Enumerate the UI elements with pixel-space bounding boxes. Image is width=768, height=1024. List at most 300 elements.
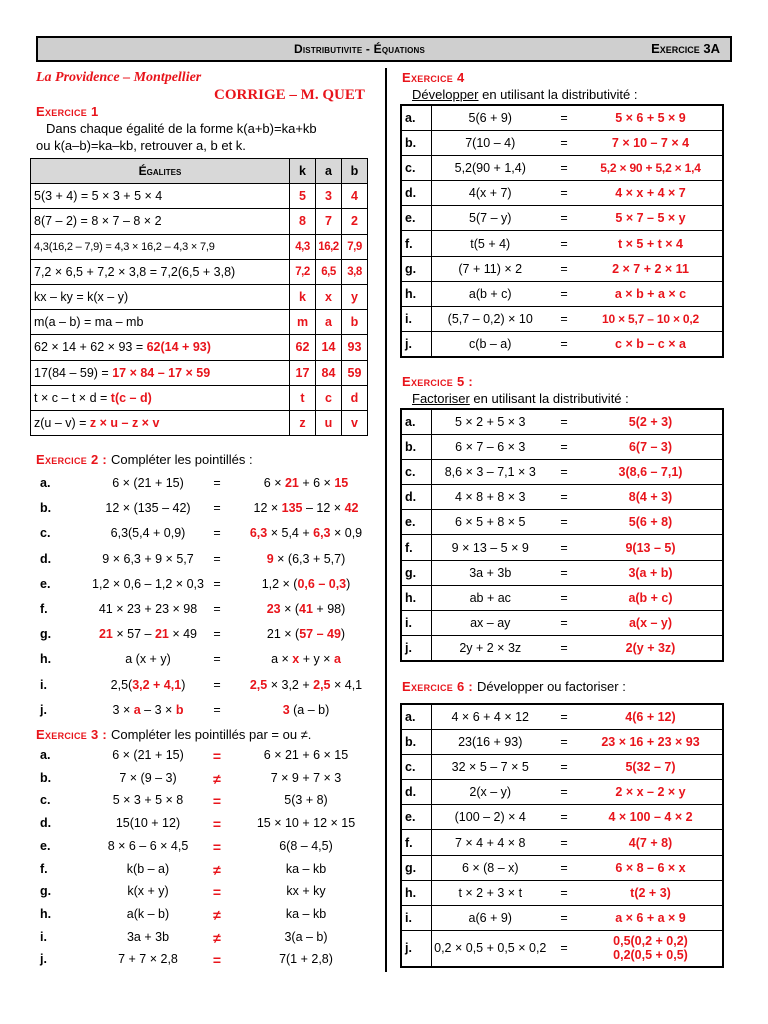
ex5-row-expression: 2y + 2 × 3z: [431, 636, 549, 661]
ex6-row-answer: [579, 906, 723, 931]
ex2-given: 1,2 × 0,6 – 1,2 × 0,3: [92, 576, 204, 591]
ex6-row-answer: [579, 754, 723, 779]
ex5-row-answer-line: 8(4 + 3): [628, 490, 673, 505]
ex6-row-answer-line2: 0,2(0,5 + 0,5): [613, 948, 688, 963]
ex1-row: [31, 184, 368, 209]
ex2-item-equals: =: [213, 652, 221, 667]
ex2-item-equals: =: [213, 602, 221, 616]
ex5-row-answer-line: 9(13 – 5): [625, 540, 676, 555]
ex6-row-equals: =: [549, 906, 579, 931]
ex2-answer: a: [333, 652, 341, 667]
ex3-item-left: 3a + 3b: [126, 929, 170, 944]
ex2-answer: 41: [299, 602, 313, 616]
ex2-item: [40, 598, 390, 622]
ex6-row-label: i.: [401, 906, 431, 931]
ex1-instructions-line2: ou k(a–b)=ka–kb, retrouver a, b et k.: [36, 138, 246, 153]
ex2-answer: 21: [284, 476, 299, 490]
ex5-row-answer: [579, 560, 723, 585]
ex2-given: × (: [280, 602, 300, 616]
ex2-item-right: [226, 678, 386, 692]
ex2-item-left: [88, 577, 208, 591]
ex2-answer: a: [133, 702, 141, 717]
ex4-row-answer: [579, 206, 723, 231]
ex2-answer: 15: [334, 476, 349, 490]
ex3-item-left: 5 × 3 + 5 × 8: [112, 793, 184, 808]
ex5-row: [401, 560, 723, 585]
ex5-row-expression: ab + ac: [431, 585, 549, 610]
ex1-value-a: c: [316, 385, 342, 410]
ex5-row-label: g.: [401, 560, 431, 585]
ex1-value-a: 6,5: [316, 259, 342, 284]
ex4-row-equals: =: [549, 307, 579, 332]
ex5-row: [401, 510, 723, 535]
ex4-row-answer-line: c × b – c × a: [615, 337, 686, 352]
ex5-row-answer-line: 3(a + b): [628, 565, 673, 580]
ex5-row-label: d.: [401, 485, 431, 510]
ex5-row: [401, 434, 723, 459]
ex3-item-left: 6 × (21 + 15): [112, 748, 184, 762]
ex2-item: [40, 674, 390, 698]
ex5-row-answer: [579, 585, 723, 610]
ex4-row-answer: [579, 130, 723, 155]
ex1-value-a: 84: [316, 360, 342, 385]
ex2-given: ): [340, 627, 346, 642]
ex3-item-relation: =: [212, 838, 222, 855]
ex2-item: [40, 548, 390, 572]
ex2-item-right: [226, 577, 386, 591]
ex2-item-left: [88, 501, 208, 515]
ex3-item-right: ka – kb: [285, 861, 327, 876]
ex2-answer: 3,2 + 4,1: [132, 677, 182, 692]
ex2-item-label: f.: [40, 602, 48, 616]
ex3-title: [36, 727, 311, 742]
ex6-row: [401, 855, 723, 880]
ex6-row-label: d.: [401, 780, 431, 805]
ex1-equation: [31, 360, 290, 385]
ex1-value-b: 93: [342, 335, 368, 360]
ex4-row-equals: =: [549, 155, 579, 180]
ex2-item-equals: =: [213, 526, 221, 541]
ex5-row-equals: =: [549, 585, 579, 610]
ex2-item-right: [226, 501, 386, 515]
ex5-row-equals: =: [549, 535, 579, 560]
ex6-row-expression: (100 – 2) × 4: [431, 805, 549, 830]
ex1-instructions-line1: Dans chaque égalité de la forme k(a+b)=ka+kb: [46, 121, 317, 136]
ex1-value-a: 3: [316, 184, 342, 209]
ex1-value-b: d: [342, 385, 368, 410]
ex6-row-answer-line: 4(6 + 12): [625, 709, 676, 724]
ex1-header-b: b: [342, 159, 368, 184]
ex1-equation: [31, 259, 290, 284]
ex1-equation: [31, 184, 290, 209]
ex4-title: Exercice 4: [402, 70, 465, 85]
ex5-row: [401, 409, 723, 434]
ex2-item-right: [226, 703, 386, 717]
ex1-table: [30, 158, 368, 436]
ex3-item-right: 5(3 + 8): [284, 793, 328, 808]
ex2-given: ): [181, 677, 186, 692]
ex2-given: 12 ×: [253, 501, 282, 516]
ex3-item-label: e.: [40, 838, 51, 853]
ex1-equation: [31, 284, 290, 309]
ex1-value-k: 62: [290, 335, 316, 360]
ex2-given: × 5,4 +: [267, 526, 314, 541]
ex3-item-label: j.: [40, 952, 47, 967]
ex1-value-b: v: [342, 410, 368, 435]
ex5-subtitle-verb: Factoriser: [412, 391, 470, 406]
ex1-equation-given: 17(84 – 59) =: [34, 365, 113, 380]
ex1-row: [31, 259, 368, 284]
ex6-row-equals: =: [549, 855, 579, 880]
ex2-item-right: [226, 627, 386, 641]
ex1-equation-text: 5(3 + 4) = 5 × 3 + 5 × 4: [34, 189, 163, 204]
ex3-item-label: d.: [40, 816, 52, 831]
ex3-item-relation: =: [212, 793, 222, 810]
ex4-row: [401, 256, 723, 281]
ex5-row-equals: =: [549, 636, 579, 661]
ex1-equation: [31, 310, 290, 335]
ex4-row-label: c.: [401, 155, 431, 180]
ex1-value-b: b: [342, 310, 368, 335]
ex2-given: (a – b): [289, 702, 330, 717]
ex1-value-b: y: [342, 284, 368, 309]
ex2-item: [40, 699, 390, 723]
ex2-title-label: Exercice 2 :: [36, 452, 108, 467]
ex5-row-equals: =: [549, 485, 579, 510]
ex5-row: [401, 535, 723, 560]
ex6-subtitle: Développer ou factoriser :: [476, 679, 626, 694]
ex2-item-left: [88, 552, 208, 566]
ex6-row-expression: 23(16 + 93): [431, 729, 549, 754]
ex5-row-expression: 3a + 3b: [431, 560, 549, 585]
ex2-given: 3 ×: [112, 702, 134, 717]
ex6-row-expression: 6 × (8 – x): [431, 855, 549, 880]
ex2-answer: b: [175, 702, 184, 717]
ex5-row-expression: 4 × 8 + 8 × 3: [431, 485, 549, 510]
ex5-row-label: e.: [401, 510, 431, 535]
ex6-row-answer-line: 6 × 8 – 6 × x: [615, 860, 686, 875]
ex2-answer: 21: [154, 627, 169, 642]
page-title: Distributivite - Équations: [294, 42, 426, 56]
ex2-item-equals: =: [213, 551, 221, 566]
ex6-row: [401, 931, 723, 967]
ex2-item-label: a.: [40, 476, 51, 490]
ex5-row-equals: =: [549, 409, 579, 434]
ex4-row-equals: =: [549, 181, 579, 206]
ex3-item-relation: ≠: [213, 906, 221, 923]
ex6-row-label: c.: [401, 754, 431, 779]
ex4-table: [400, 104, 724, 358]
author-name: CORRIGE – M. QUET: [214, 87, 365, 103]
ex5-title: Exercice 5 :: [402, 374, 474, 389]
ex5-row-answer-line: 5(6 + 8): [628, 515, 673, 530]
ex5-row-expression: 6 × 5 + 8 × 5: [431, 510, 549, 535]
ex2-item: [40, 497, 390, 521]
ex5-row-answer-line: a(b + c): [628, 590, 673, 605]
ex1-row: [31, 385, 368, 410]
ex2-item-label: c.: [40, 526, 51, 541]
ex2-item-label: j.: [40, 702, 47, 717]
ex6-row-expression: 32 × 5 – 7 × 5: [431, 754, 549, 779]
ex5-row-label: j.: [401, 636, 431, 661]
ex2-item-right: [226, 552, 386, 566]
ex4-row-equals: =: [549, 332, 579, 357]
ex4-row: [401, 281, 723, 306]
ex2-subtitle: Compléter les pointillés :: [110, 452, 253, 467]
ex2-given: – 12 ×: [302, 501, 345, 516]
ex6-row-equals: =: [549, 780, 579, 805]
ex1-row: [31, 209, 368, 234]
ex2-answer: x: [292, 652, 300, 667]
ex5-row-answer: [579, 459, 723, 484]
ex3-item: [40, 926, 390, 950]
ex1-value-a: 7: [316, 209, 342, 234]
ex1-equation-text: 8(7 – 2) = 8 × 7 – 8 × 2: [34, 214, 162, 229]
exercise-code: Exercice 3A: [651, 41, 720, 56]
ex1-header-a: a: [316, 159, 342, 184]
ex6-row-expression: t × 2 + 3 × t: [431, 880, 549, 905]
ex5-table: [400, 408, 724, 662]
ex5-row: [401, 485, 723, 510]
ex6-row-label: b.: [401, 729, 431, 754]
ex3-item-label: g.: [40, 884, 52, 899]
ex4-row: [401, 130, 723, 155]
ex4-row-label: e.: [401, 206, 431, 231]
ex5-row-answer: [579, 485, 723, 510]
ex6-row: [401, 880, 723, 905]
ex4-row-answer-line: 2 × 7 + 2 × 11: [612, 261, 689, 276]
ex1-value-k: 7,2: [290, 259, 316, 284]
ex2-item-left: [88, 627, 208, 641]
ex2-item-left: [88, 703, 208, 717]
ex1-equation: [31, 335, 290, 360]
ex3-item-left: 15(10 + 12): [115, 816, 181, 831]
ex1-value-a: u: [316, 410, 342, 435]
ex6-row-answer: [579, 780, 723, 805]
ex4-row-equals: =: [549, 105, 579, 130]
ex2-item-label: d.: [40, 551, 52, 566]
ex6-row-label: h.: [401, 880, 431, 905]
ex3-item-left: 7 × (9 – 3): [119, 770, 177, 785]
ex3-item-left: k(x + y): [127, 884, 169, 899]
ex6-row-equals: =: [549, 704, 579, 729]
ex3-item-relation: =: [212, 816, 222, 833]
ex5-row-answer-line: 6(7 – 3): [628, 439, 673, 454]
ex6-row-answer-line: 2 × x – 2 × y: [615, 785, 686, 800]
ex1-value-k: t: [290, 385, 316, 410]
ex1-row: [31, 284, 368, 309]
ex3-item-relation: ≠: [213, 770, 221, 787]
ex4-row-expression: 4(x + 7): [431, 181, 549, 206]
header-bar: [36, 36, 732, 62]
ex6-row-answer-line: 0,5(0,2 + 0,2): [613, 934, 688, 949]
ex5-row-answer-line: a(x – y): [628, 616, 673, 631]
ex4-row-answer-line: a × b + a × c: [614, 286, 687, 301]
ex2-answer: 6,3: [313, 526, 331, 541]
ex2-item-label: b.: [40, 501, 52, 516]
ex1-equation-text: kx – ky = k(x – y): [34, 290, 129, 305]
ex3-item-label: i.: [40, 929, 47, 944]
ex2-answer: 0,6 – 0,3: [297, 576, 347, 591]
ex4-subtitle-verb: Développer: [412, 87, 479, 102]
ex3-item-label: a.: [40, 748, 51, 762]
ex2-answer: 21: [98, 627, 113, 642]
ex2-item-left: [88, 602, 208, 616]
ex6-row-equals: =: [549, 931, 579, 967]
ex4-row-equals: =: [549, 231, 579, 256]
ex5-row-answer-line: 2(y + 3z): [625, 641, 676, 656]
ex2-item-left: [88, 526, 208, 540]
ex5-row-equals: =: [549, 560, 579, 585]
ex4-row-expression: c(b – a): [431, 332, 549, 357]
ex3-item-relation: =: [212, 748, 222, 764]
ex5-row-expression: 6 × 7 – 6 × 3: [431, 434, 549, 459]
ex3-item-right: kx + ky: [286, 884, 326, 899]
ex2-given: × (6,3 + 5,7): [273, 551, 346, 566]
ex1-value-k: m: [290, 310, 316, 335]
ex5-subtitle: [412, 391, 629, 406]
ex6-row-answer-line: t(2 + 3): [630, 885, 671, 900]
ex6-row-expression: 4 × 6 + 4 × 12: [431, 704, 549, 729]
ex1-header-k: k: [290, 159, 316, 184]
ex3-item-right: 7(1 + 2,8): [279, 952, 333, 967]
ex4-row-answer-line: 5,2 × 90 + 5,2 × 1,4: [600, 160, 701, 175]
ex5-row-expression: 8,6 × 3 – 7,1 × 3: [431, 459, 549, 484]
ex1-equation: [31, 234, 290, 259]
ex6-row-expression: a(6 + 9): [431, 906, 549, 931]
ex4-row-label: b.: [401, 130, 431, 155]
ex5-row-label: a.: [401, 409, 431, 434]
ex3-item: [40, 835, 390, 859]
ex6-row-answer: [579, 880, 723, 905]
ex2-title: [36, 452, 253, 467]
ex3-title-label: Exercice 3 :: [36, 727, 108, 742]
ex3-item-label: b.: [40, 770, 52, 785]
ex2-item-left: [88, 476, 208, 490]
ex3-item-right: 3(a – b): [284, 929, 328, 944]
ex4-row-label: h.: [401, 281, 431, 306]
ex6-row-label: g.: [401, 855, 431, 880]
ex1-value-b: 59: [342, 360, 368, 385]
ex6-row-answer: [579, 830, 723, 855]
ex4-row-expression: 7(10 – 4): [431, 130, 549, 155]
ex4-row-expression: 5(7 – y): [431, 206, 549, 231]
ex2-answer: 42: [344, 501, 359, 516]
ex6-row-label: f.: [401, 830, 431, 855]
ex3-item-left: a(k – b): [126, 906, 170, 921]
ex2-item-right: [226, 652, 386, 666]
ex5-row-equals: =: [549, 611, 579, 636]
ex1-value-b: 3,8: [342, 259, 368, 284]
ex1-equation: [31, 410, 290, 435]
ex6-row: [401, 704, 723, 729]
ex1-row: [31, 410, 368, 435]
ex3-item-left: 8 × 6 – 6 × 4,5: [107, 838, 189, 853]
ex6-row-answer: [579, 855, 723, 880]
ex2-item-left: [88, 652, 208, 666]
ex6-row-answer: [579, 805, 723, 830]
ex1-equation-answer: t(c – d): [110, 390, 152, 405]
ex6-row-answer: [579, 729, 723, 754]
school-name: La Providence – Montpellier: [36, 70, 202, 85]
ex5-row-answer: [579, 636, 723, 661]
ex4-row-answer: [579, 307, 723, 332]
ex6-row-answer: [579, 931, 723, 967]
ex1-value-b: 7,9: [342, 234, 368, 259]
ex4-row-answer-line: 5 × 7 – 5 × y: [615, 211, 686, 226]
ex6-row-answer: [579, 704, 723, 729]
ex1-equation-given: 62 × 14 + 62 × 93 =: [34, 340, 147, 355]
ex2-given: × 0,9: [330, 526, 363, 541]
ex4-row-equals: =: [549, 281, 579, 306]
ex2-given: + 98): [312, 602, 346, 616]
ex4-row-expression: a(b + c): [431, 281, 549, 306]
ex1-table-header: [31, 159, 368, 184]
ex4-row: [401, 332, 723, 357]
ex4-row-answer-line: 5 × 6 + 5 × 9: [615, 110, 686, 125]
ex4-row-label: i.: [401, 307, 431, 332]
ex4-row-expression: (5,7 – 0,2) × 10: [431, 307, 549, 332]
ex2-item-label: e.: [40, 576, 51, 591]
ex2-given: 6 × (21 + 15): [112, 476, 184, 490]
ex6-row-answer-line: 4(7 + 8): [628, 835, 673, 850]
ex1-equation-text: 7,2 × 6,5 + 7,2 × 3,8 = 7,2(6,5 + 3,8): [34, 264, 236, 279]
ex3-item-relation: ≠: [213, 861, 221, 878]
ex3-item-relation: =: [212, 952, 222, 969]
ex1-value-k: 4,3: [290, 234, 316, 259]
ex3-item-left: 7 + 7 × 2,8: [118, 952, 178, 967]
ex4-row-answer-line: 10 × 5,7 – 10 × 0,2: [602, 312, 699, 327]
ex3-item-label: f.: [40, 861, 48, 876]
ex1-value-b: 4: [342, 184, 368, 209]
ex6-row: [401, 805, 723, 830]
ex4-row-answer-line: 4 × x + 4 × 7: [615, 186, 686, 201]
ex2-given: – 3 ×: [140, 702, 176, 717]
ex3-item-right: 15 × 10 + 12 × 15: [256, 816, 356, 831]
ex6-row: [401, 830, 723, 855]
ex3-item-label: c.: [40, 793, 51, 808]
ex1-equation-text: m(a – b) = ma – mb: [34, 315, 144, 330]
ex1-equation-given: z(u – v) =: [34, 415, 90, 430]
ex4-row: [401, 181, 723, 206]
ex5-row-equals: =: [549, 510, 579, 535]
ex6-row: [401, 754, 723, 779]
ex6-row-equals: =: [549, 805, 579, 830]
ex4-row: [401, 307, 723, 332]
ex4-row-expression: 5,2(90 + 1,4): [431, 155, 549, 180]
ex1-equation-answer: 62(14 + 93): [146, 340, 211, 355]
ex1-value-k: 17: [290, 360, 316, 385]
ex2-item-label: i.: [40, 677, 47, 692]
ex3-item: [40, 767, 390, 791]
ex4-row-label: j.: [401, 332, 431, 357]
ex1-title: Exercice 1: [36, 104, 99, 119]
ex4-row-label: a.: [401, 105, 431, 130]
ex4-row-answer-line: t × 5 + t × 4: [618, 236, 683, 251]
ex5-row-expression: ax – ay: [431, 611, 549, 636]
ex2-given: ): [346, 576, 351, 591]
ex1-value-a: a: [316, 310, 342, 335]
ex2-item-equals: =: [213, 501, 221, 516]
ex1-value-k: k: [290, 284, 316, 309]
ex2-given: 6,3(5,4 + 0,9): [110, 526, 186, 541]
ex5-row-answer: [579, 434, 723, 459]
ex2-item: [40, 522, 390, 546]
ex2-item-label: g.: [40, 627, 52, 642]
ex4-row-answer-line: 7 × 10 – 7 × 4: [611, 135, 690, 150]
ex4-row-answer: [579, 181, 723, 206]
ex6-row-answer-line: 4 × 100 – 4 × 2: [608, 810, 693, 825]
